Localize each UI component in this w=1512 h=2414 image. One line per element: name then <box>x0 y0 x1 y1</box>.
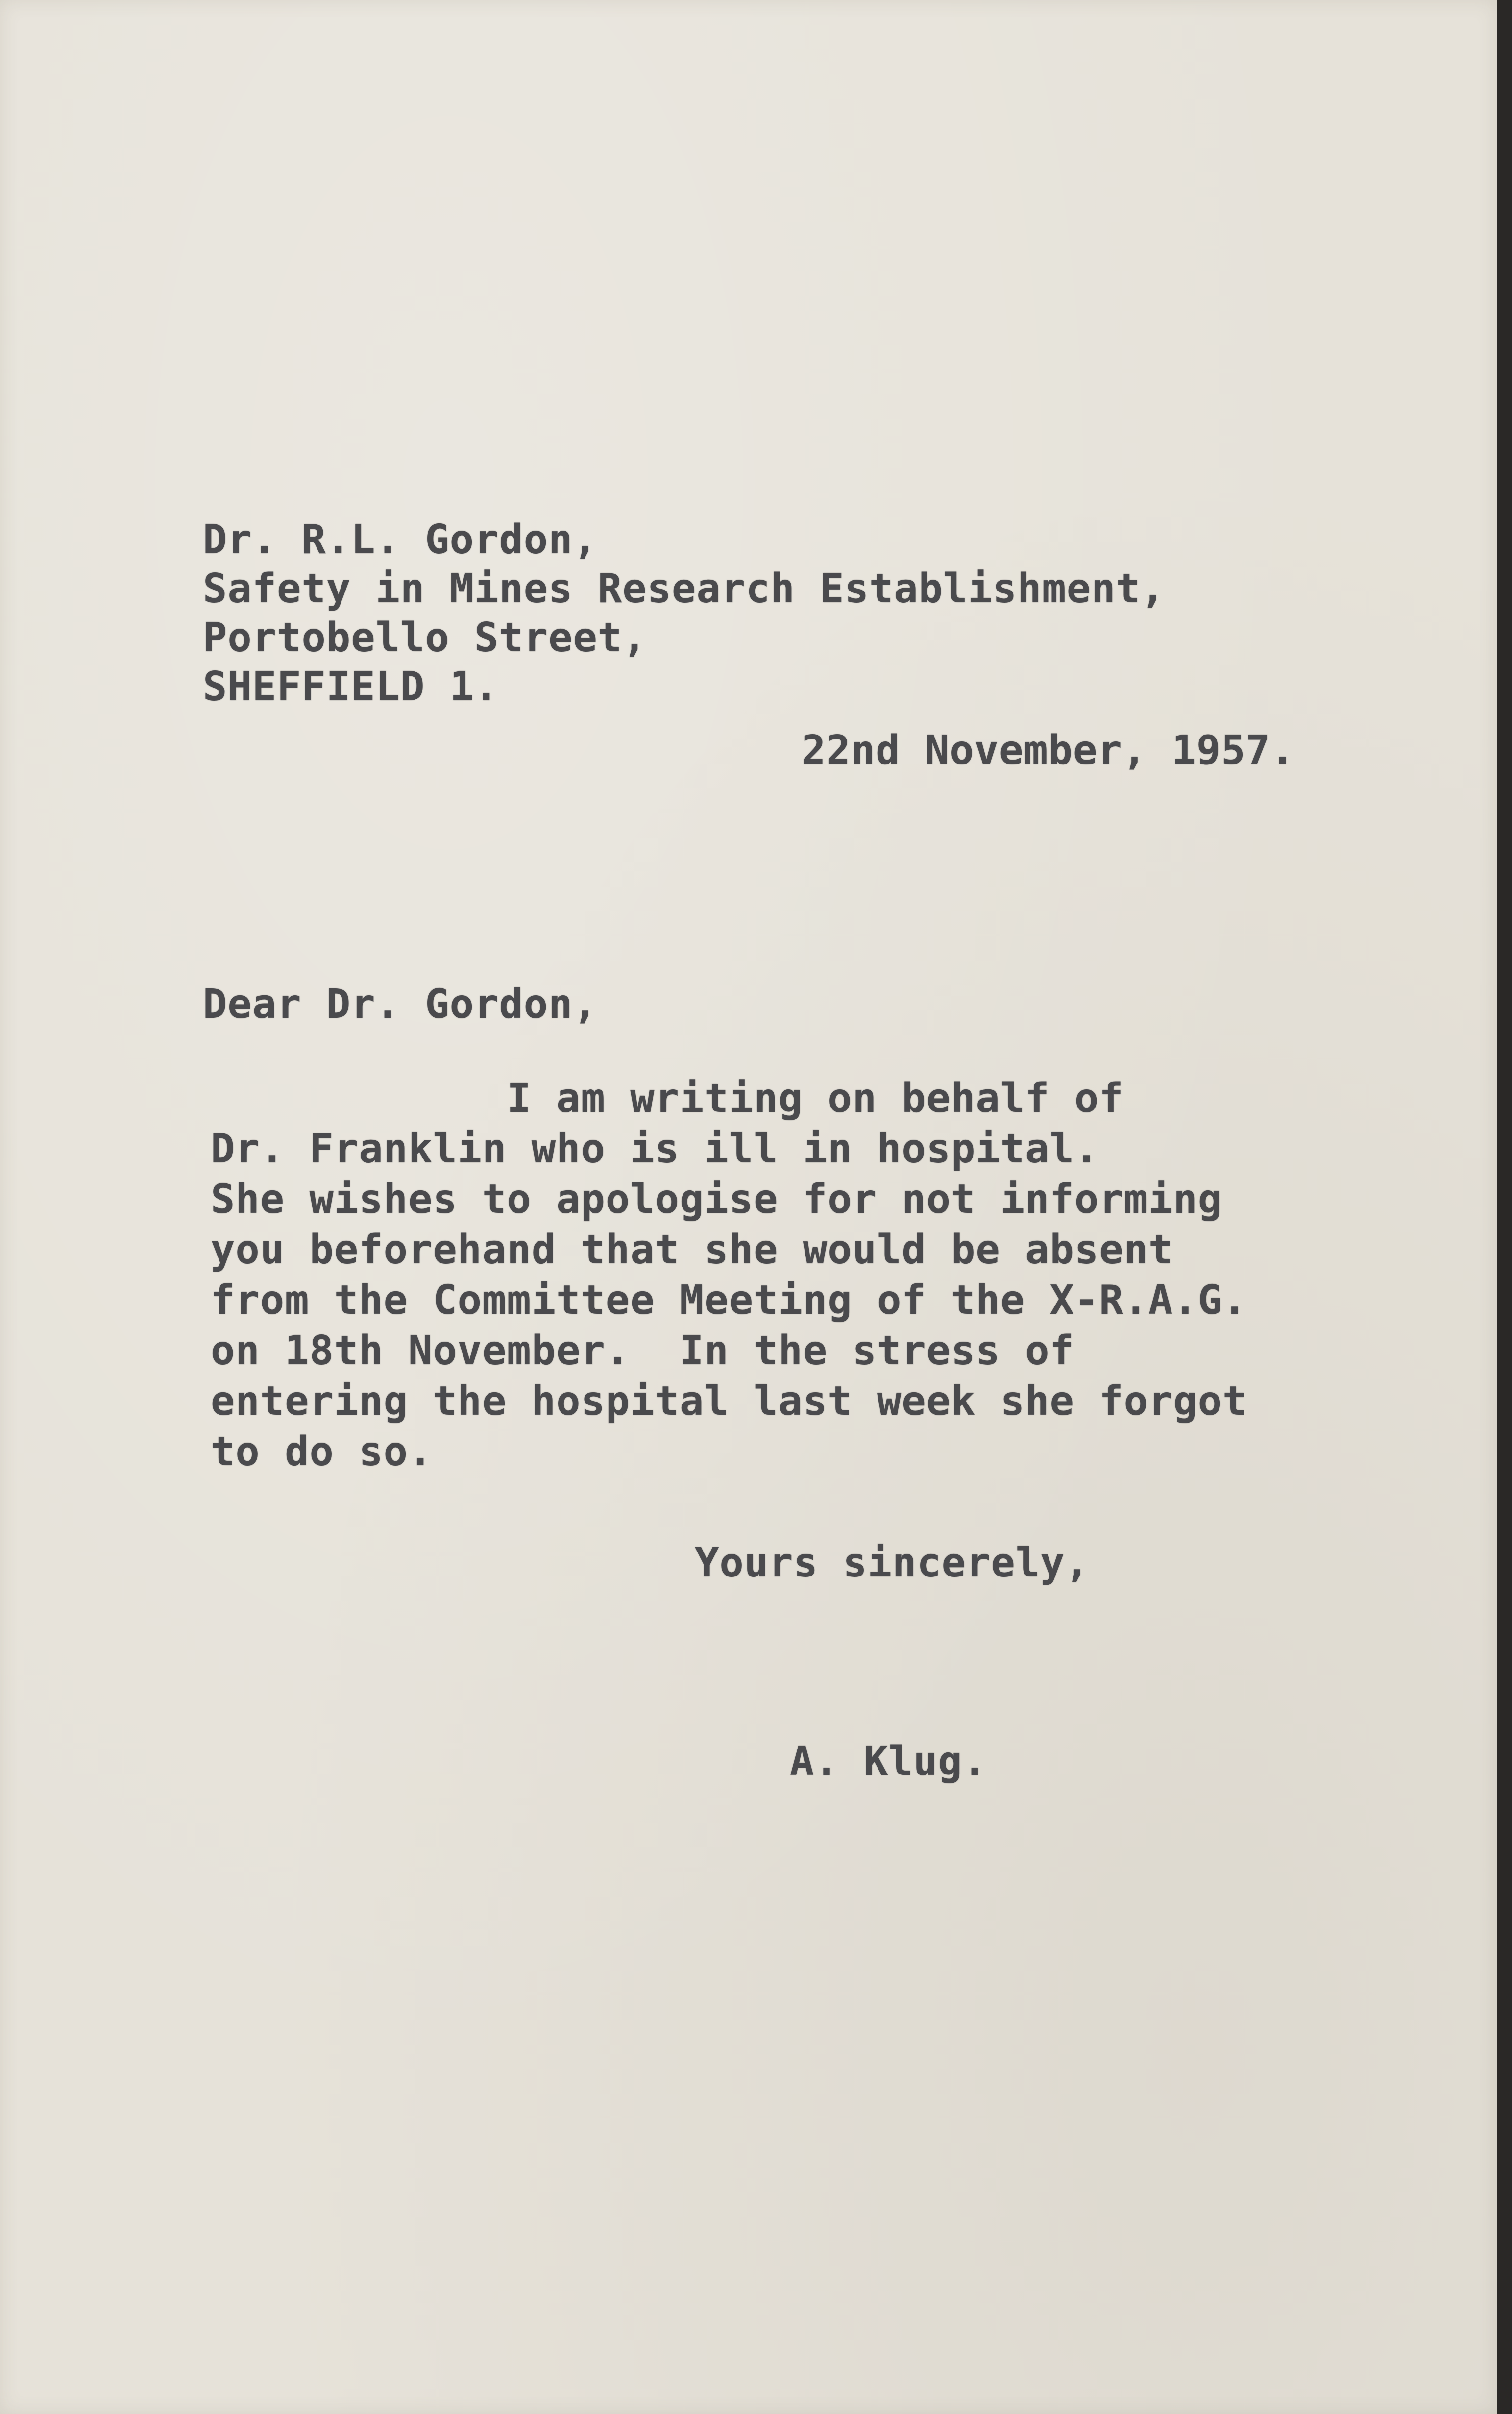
signature: A. Klug. <box>790 1738 987 1785</box>
body-line: She wishes to apologise for not informing <box>211 1176 1223 1223</box>
recipient-street: Portobello Street, <box>203 615 647 661</box>
body-line: to do so. <box>211 1429 433 1475</box>
recipient-name: Dr. R.L. Gordon, <box>203 517 598 563</box>
body-line: Dr. Franklin who is ill in hospital. <box>211 1126 1099 1172</box>
recipient-organization: Safety in Mines Research Establishment, <box>203 566 1166 612</box>
body-line: from the Committee Meeting of the X-R.A.G. <box>211 1277 1247 1324</box>
recipient-address <box>203 516 1165 712</box>
body-line: you beforehand that she would be absent <box>211 1227 1173 1273</box>
recipient-city: SHEFFIELD 1. <box>203 664 499 710</box>
salutation: Dear Dr. Gordon, <box>203 981 598 1028</box>
body-line: on 18th November. In the stress of <box>211 1328 1074 1374</box>
scan-background-edge <box>1497 0 1512 2414</box>
letter-body <box>211 1073 1247 1477</box>
body-line: entering the hospital last week she forgot <box>211 1378 1247 1425</box>
closing: Yours sincerely, <box>695 1540 1090 1586</box>
body-line: I am writing on behalf of <box>211 1075 1124 1122</box>
letter-date: 22nd November, 1957. <box>802 727 1295 774</box>
